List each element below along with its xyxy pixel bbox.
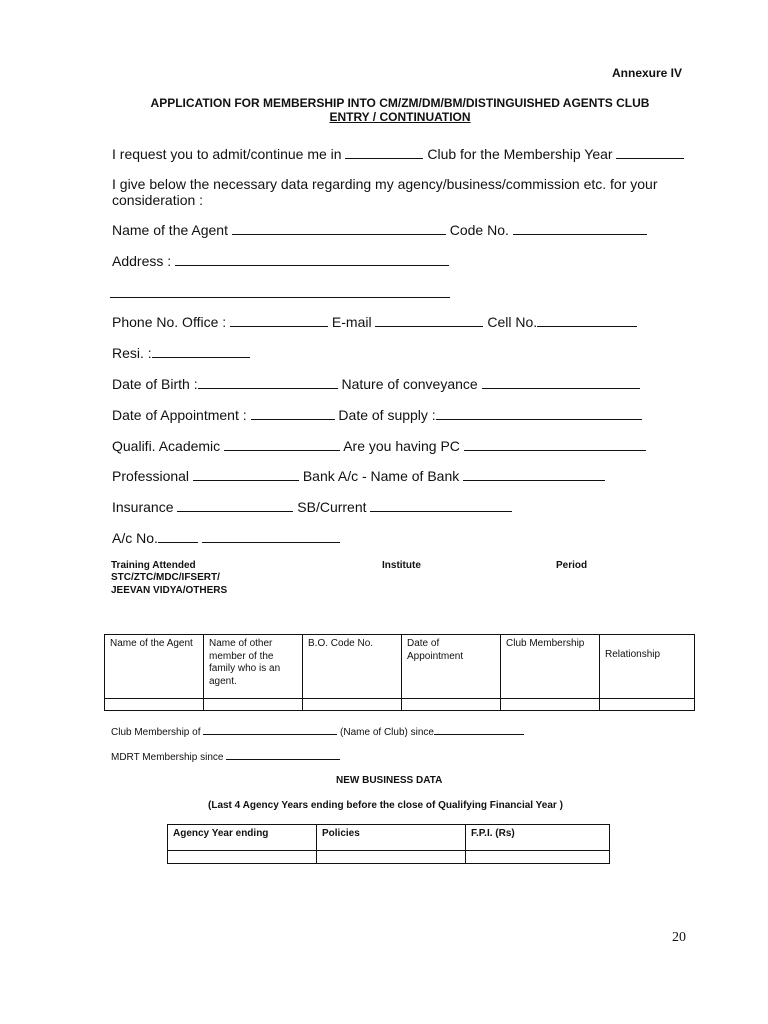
- page-number: 20: [672, 930, 686, 945]
- cell-no-blank[interactable]: [537, 314, 637, 327]
- training-line-3: JEEVAN VIDYA/OTHERS: [111, 585, 228, 596]
- nb-header-fpi: F.P.I. (Rs): [466, 825, 610, 851]
- dob-row: [112, 376, 640, 392]
- mdrt-label: MDRT Membership since: [111, 752, 224, 763]
- address-blank-1[interactable]: [175, 253, 449, 266]
- nb-cell[interactable]: [466, 851, 610, 864]
- agent-name-label: Name of the Agent: [112, 222, 228, 238]
- new-business-title: NEW BUSINESS DATA: [336, 775, 443, 786]
- nb-cell[interactable]: [317, 851, 466, 864]
- having-pc-label: Are you having PC: [343, 438, 460, 454]
- conveyance-blank[interactable]: [482, 376, 640, 389]
- cell-no-label: Cell No.: [487, 314, 538, 330]
- club-name-blank[interactable]: [345, 146, 423, 159]
- club-membership-blank[interactable]: [203, 725, 337, 735]
- family-cell[interactable]: [105, 699, 204, 711]
- family-cell[interactable]: [600, 699, 695, 711]
- new-business-header-row: [168, 825, 610, 851]
- request-text-b: Club for the Membership Year: [427, 146, 613, 162]
- family-header-other-member: Name of other member of the family who is an agent.: [204, 635, 303, 699]
- nb-header-policies: Policies: [317, 825, 466, 851]
- dob-label: Date of Birth :: [112, 376, 198, 392]
- family-header-agent-name: Name of the Agent: [105, 635, 204, 699]
- club-since-blank[interactable]: [434, 725, 524, 735]
- appointment-label: Date of Appointment :: [112, 407, 247, 423]
- new-business-entry-row: [168, 851, 610, 864]
- club-membership-row: [111, 725, 524, 738]
- bank-label: Bank A/c - Name of Bank: [302, 468, 460, 484]
- bank-blank[interactable]: [463, 468, 605, 481]
- appointment-row: [112, 407, 642, 423]
- qualifi-row: [112, 438, 646, 454]
- form-title: APPLICATION FOR MEMBERSHIP INTO CM/ZM/DM/BM/DISTINGUISHED AGENTS CLUB: [150, 96, 650, 110]
- qualifi-academic-blank[interactable]: [224, 438, 340, 451]
- ac-no-blank-1[interactable]: [158, 530, 198, 543]
- resi-blank[interactable]: [152, 345, 250, 358]
- family-table-header-row: [105, 635, 695, 699]
- sb-current-label: SB/Current: [297, 499, 367, 515]
- agent-name-row: [112, 222, 647, 238]
- resi-label: Resi. :: [112, 345, 152, 361]
- family-cell[interactable]: [303, 699, 402, 711]
- supply-blank[interactable]: [436, 407, 642, 420]
- insurance-label: Insurance: [112, 499, 174, 515]
- ac-no-label: A/c No.: [112, 530, 158, 546]
- family-header-club: Club Membership: [501, 635, 600, 699]
- training-period: Period: [556, 560, 588, 571]
- family-cell[interactable]: [204, 699, 303, 711]
- code-no-label: Code No.: [449, 222, 509, 238]
- phone-office-label: Phone No. Office :: [112, 314, 227, 330]
- address-blank-2[interactable]: [110, 297, 450, 298]
- professional-blank[interactable]: [193, 468, 299, 481]
- ac-no-blank-2[interactable]: [202, 530, 340, 543]
- mdrt-row: [111, 750, 340, 763]
- request-text-a: I request you to admit/continue me in: [112, 146, 342, 162]
- training-line-2: STC/ZTC/MDC/IFSERT/: [111, 572, 220, 583]
- address-row: [112, 253, 449, 269]
- family-header-bo-code: B.O. Code No.: [303, 635, 402, 699]
- club-since-label: (Name of Club) since: [340, 727, 434, 738]
- sb-current-blank[interactable]: [370, 499, 512, 512]
- new-business-table: [167, 824, 610, 864]
- code-no-blank[interactable]: [513, 222, 647, 235]
- insurance-blank[interactable]: [177, 499, 293, 512]
- family-table-entry-row: [105, 699, 695, 711]
- having-pc-blank[interactable]: [464, 438, 646, 451]
- mdrt-blank[interactable]: [226, 750, 340, 760]
- form-subtitle: ENTRY / CONTINUATION: [329, 110, 471, 124]
- supply-label: Date of supply :: [338, 407, 436, 423]
- insurance-row: [112, 499, 512, 515]
- phone-office-blank[interactable]: [230, 314, 328, 327]
- qualifi-academic-label: Qualifi. Academic: [112, 438, 221, 454]
- family-header-relationship: Relationship: [600, 635, 695, 699]
- phone-row: [112, 314, 637, 330]
- request-line-2: I give below the necessary data regarding my agency/business/commission etc. for your: [112, 176, 658, 192]
- address-label: Address :: [112, 253, 172, 269]
- family-agent-table: [104, 634, 695, 711]
- family-cell[interactable]: [501, 699, 600, 711]
- new-business-subtitle: (Last 4 Agency Years ending before the close of Qualifying Financial Year ): [208, 800, 563, 811]
- training-institute: Institute: [382, 560, 421, 571]
- training-line-1: Training Attended: [111, 560, 196, 571]
- annexure-label: Annexure IV: [612, 66, 683, 80]
- email-blank[interactable]: [375, 314, 483, 327]
- professional-row: [112, 468, 605, 484]
- request-line-3: consideration :: [112, 192, 204, 208]
- appointment-blank[interactable]: [251, 407, 335, 420]
- club-membership-label: Club Membership of: [111, 727, 201, 738]
- professional-label: Professional: [112, 468, 190, 484]
- ac-no-row: [112, 530, 340, 546]
- agent-name-blank[interactable]: [232, 222, 446, 235]
- conveyance-label: Nature of conveyance: [341, 376, 478, 392]
- family-header-appointment: Date of Appointment: [402, 635, 501, 699]
- resi-row: [112, 345, 250, 361]
- email-label: E-mail: [331, 314, 372, 330]
- nb-cell[interactable]: [168, 851, 317, 864]
- nb-header-agency-year: Agency Year ending: [168, 825, 317, 851]
- family-cell[interactable]: [402, 699, 501, 711]
- dob-blank[interactable]: [198, 376, 338, 389]
- membership-year-blank[interactable]: [616, 146, 684, 159]
- request-line-1: [112, 146, 684, 162]
